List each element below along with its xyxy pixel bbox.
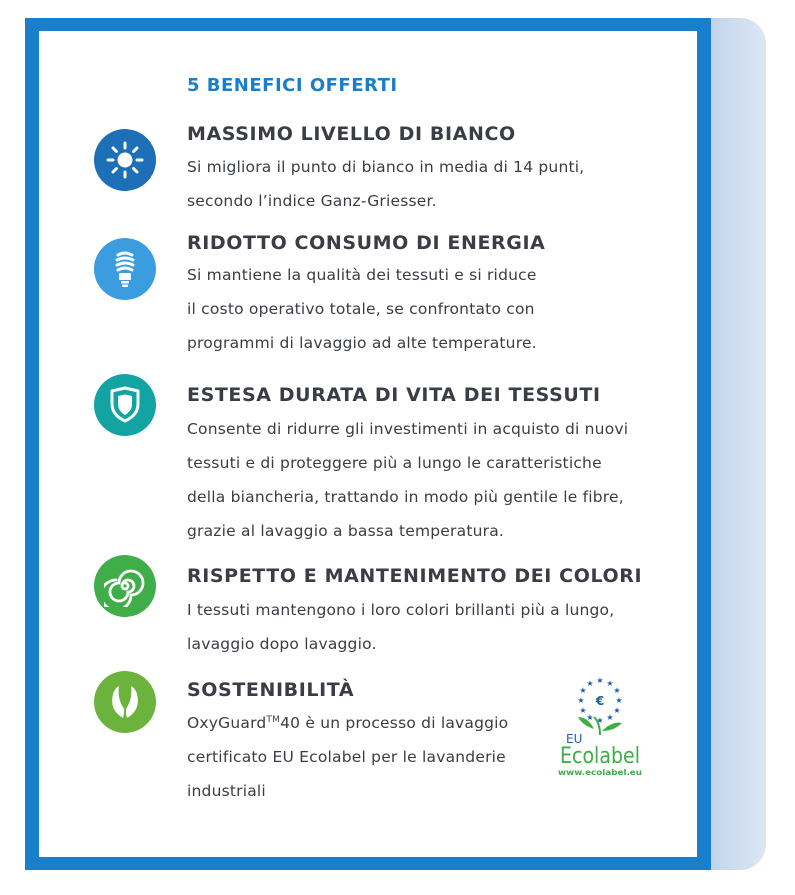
benefit-text-line: Consente di ridurre gli investimenti in acquisto di nuovi [187, 420, 629, 438]
ecolabel-url-text: www.ecolabel.eu [558, 768, 643, 777]
section-heading: 5 BENEFICI OFFERTI [187, 75, 398, 96]
benefit-text-line: industriali [187, 782, 266, 800]
spiral-icon [94, 555, 156, 617]
benefit-title: RISPETTO E MANTENIMENTO DEI COLORI [187, 565, 643, 587]
svg-text:★: ★ [577, 696, 585, 705]
svg-text:★: ★ [606, 713, 614, 722]
sun-icon [94, 129, 156, 191]
product-name: OxyGuard [187, 714, 267, 732]
svg-text:★: ★ [596, 716, 604, 725]
benefit-text-line: lavaggio dopo lavaggio. [187, 635, 377, 653]
svg-text:★: ★ [596, 676, 604, 685]
benefit-text-line: secondo l’indice Ganz-Griesser. [187, 192, 437, 210]
ecolabel-eu-text: EU [566, 732, 583, 746]
svg-text:★: ★ [613, 686, 621, 695]
benefit-text-line: il costo operativo totale, se confrontato con [187, 300, 535, 318]
euro-symbol: € [595, 694, 605, 708]
shield-icon [94, 374, 156, 436]
benefits-panel [39, 31, 697, 857]
benefit-text-line: grazie al lavaggio a bassa temperatura. [187, 522, 505, 540]
benefit-text-line [187, 714, 508, 732]
energy-saving-bulb-icon [94, 238, 156, 300]
benefits-frame [25, 18, 711, 870]
svg-text:★: ★ [613, 706, 621, 715]
benefit-title: SOSTENIBILITÀ [187, 679, 355, 701]
benefit-title: ESTESA DURATA DI VITA DEI TESSUTI [187, 384, 601, 406]
trademark-mark: TM [266, 714, 281, 725]
eu-ecolabel-logo [554, 673, 646, 781]
benefit-text-line: tessuti e di proteggere più a lungo le caratteristiche [187, 454, 602, 472]
benefit-text-line: Si mantiene la qualità dei tessuti e si riduce [187, 266, 537, 284]
benefit-title: RIDOTTO CONSUMO DI ENERGIA [187, 232, 546, 254]
benefit-title: MASSIMO LIVELLO DI BIANCO [187, 123, 516, 145]
benefit-text-line: programmi di lavaggio ad alte temperature. [187, 334, 537, 352]
svg-text:★: ★ [615, 696, 623, 705]
leaf-icon [94, 671, 156, 733]
benefit-text-line: I tessuti mantengono i loro colori brillanti più a lungo, [187, 601, 615, 619]
benefit-text-line: Si migliora il punto di bianco in media di 14 punti, [187, 158, 585, 176]
svg-text:★: ★ [586, 713, 594, 722]
svg-text:★: ★ [606, 679, 614, 688]
benefit-text-line: certificato EU Ecolabel per le lavanderie [187, 748, 506, 766]
svg-text:★: ★ [586, 679, 594, 688]
benefit-text-fragment: 40 è un processo di lavaggio [280, 714, 509, 732]
benefit-text-line: della biancheria, trattando in modo più gentile le fibre, [187, 488, 624, 506]
ecolabel-brand-text: Ecolabel [560, 744, 640, 769]
svg-text:★: ★ [579, 706, 587, 715]
svg-text:★: ★ [579, 686, 587, 695]
